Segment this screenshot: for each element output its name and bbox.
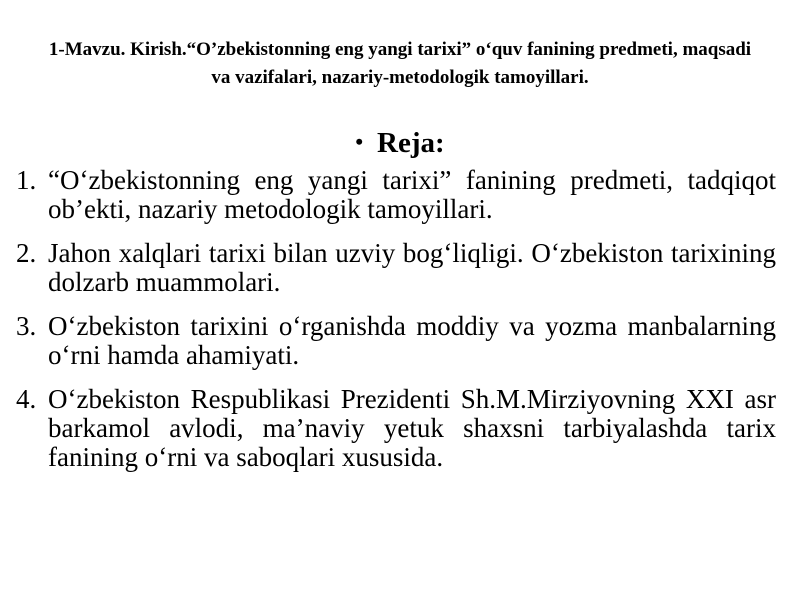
plan-heading-label: Reja: — [377, 127, 445, 159]
list-item-text: O‘zbekiston tarixini o‘rganishda moddiy va yozma manbalarning o‘rni hamda ahamiyati. — [48, 311, 776, 370]
list-item-text: O‘zbekiston Respublikasi Prezidenti Sh.M.Mirziyovning XXI asr barkamol avlodi, ma’naviy yetuk shaxsni tarbiyalashda tarix fanining o‘rni va saboqlari xususida. — [48, 384, 776, 472]
list-item — [16, 166, 776, 224]
list-item-number: 2. — [16, 238, 37, 268]
list-item — [16, 312, 776, 370]
bullet-icon: • — [355, 129, 364, 154]
list-item-number: 4. — [16, 384, 37, 414]
list-item — [16, 239, 776, 297]
plan-list — [16, 166, 776, 487]
list-item-text: Jahon xalqlari tarixi bilan uzviy bog‘liqligi. O‘zbekiston tarixining dolzarb muammolari. — [48, 238, 776, 297]
list-item-number: 3. — [16, 311, 37, 341]
slide-title: 1-Mavzu. Kirish.“O’zbekistonning eng yangi tarixi” o‘quv fanining predmeti, maqsadi va vazifalari, nazariy-metodologik tamoyillari. — [48, 39, 752, 88]
plan-heading — [0, 124, 800, 161]
list-item-text: “O‘zbekistonning eng yangi tarixi” fanining predmeti, tadqiqot ob’ekti, nazariy metodologik tamoyillari. — [48, 165, 776, 224]
list-item — [16, 385, 776, 472]
list-item-number: 1. — [16, 165, 37, 195]
